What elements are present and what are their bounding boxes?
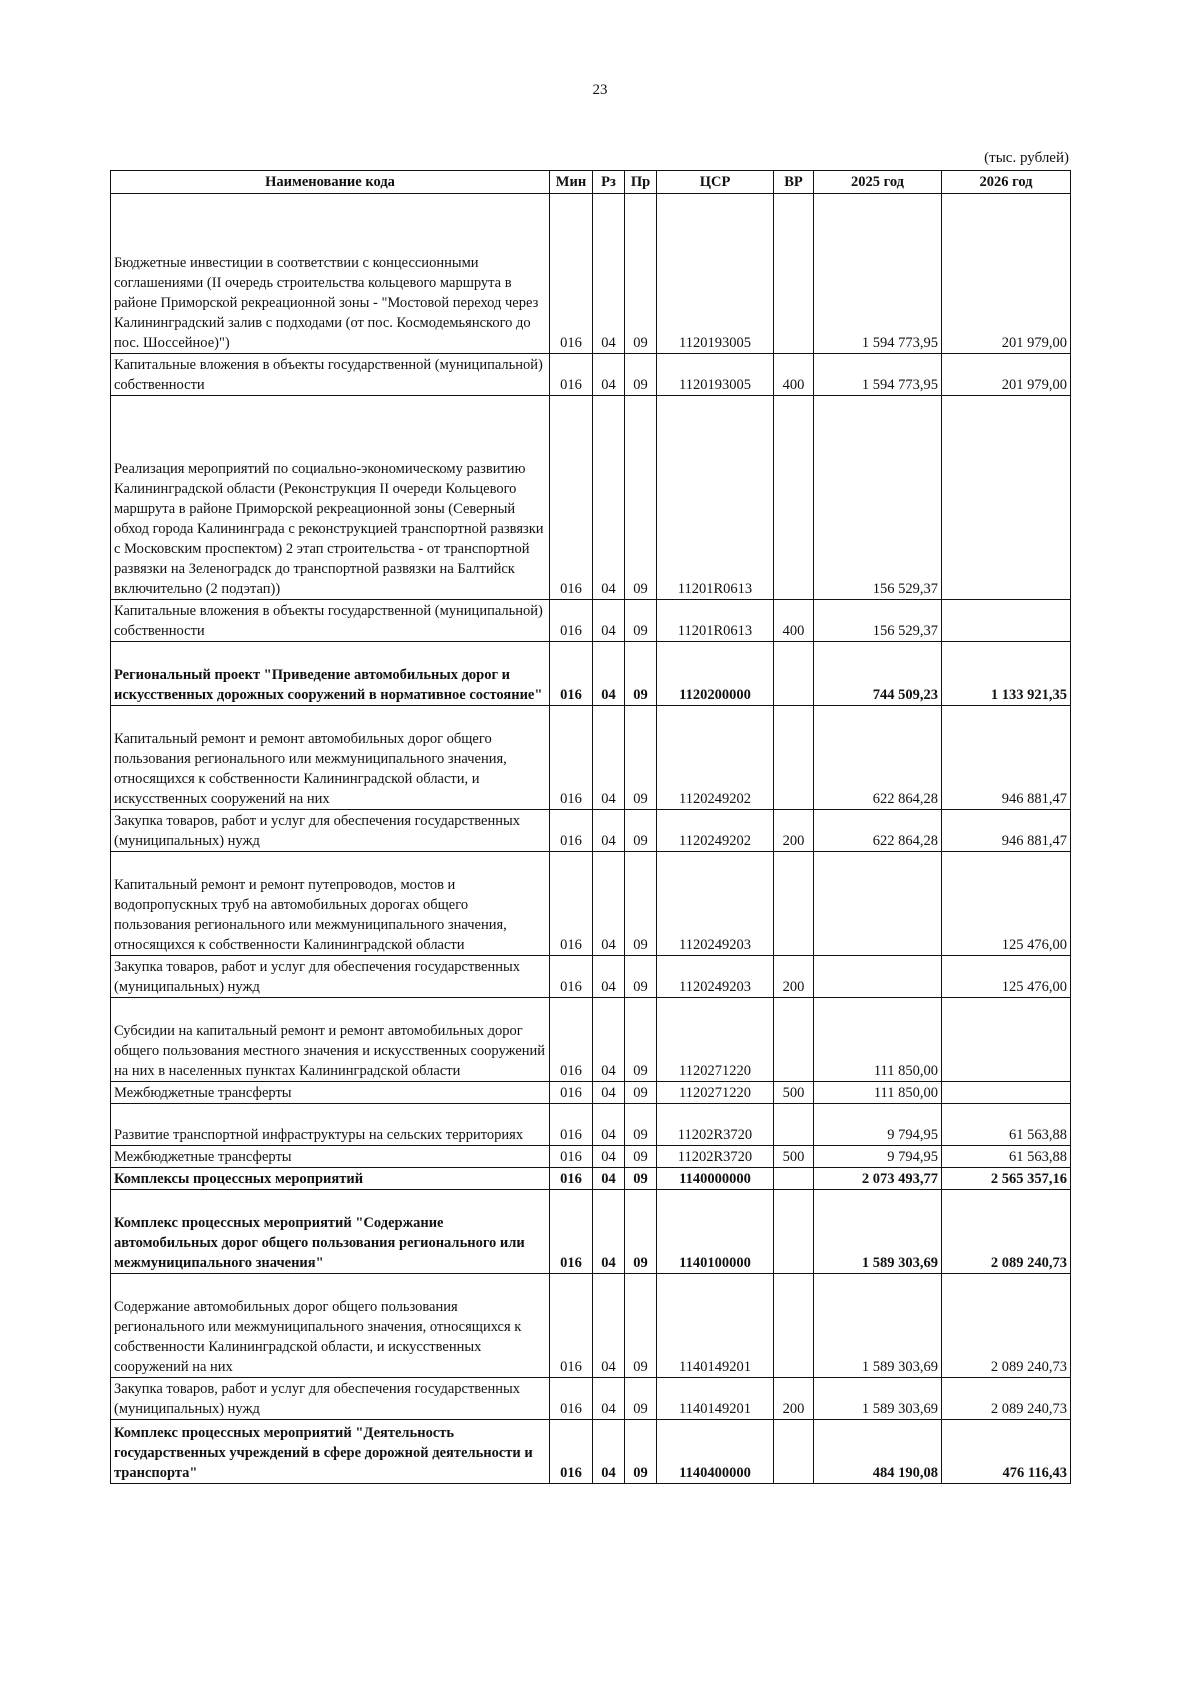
cell-rz: 04 — [593, 1082, 625, 1104]
cell-csr: 1120271220 — [657, 1082, 774, 1104]
cell-name: Развитие транспортной инфраструктуры на сельских территориях — [111, 1104, 550, 1146]
cell-2025: 1 589 303,69 — [814, 1190, 942, 1274]
table-row — [111, 600, 1071, 642]
cell-pr: 09 — [625, 354, 657, 396]
cell-name: Комплексы процессных мероприятий — [111, 1168, 550, 1190]
cell-2025: 622 864,28 — [814, 706, 942, 810]
cell-min: 016 — [550, 1274, 593, 1378]
cell-name: Капитальный ремонт и ремонт автомобильных дорог общего пользования регионального или межмуниципального значения, относящихся к собственности Калининградской области, и искусственных сооружений на них — [111, 706, 550, 810]
page-number: 23 — [592, 82, 608, 98]
cell-csr: 1120249202 — [657, 706, 774, 810]
cell-vr: 500 — [774, 1082, 814, 1104]
cell-2026 — [942, 600, 1071, 642]
cell-2026: 946 881,47 — [942, 810, 1071, 852]
cell-2026: 2 089 240,73 — [942, 1190, 1071, 1274]
table-row — [111, 354, 1071, 396]
table-row — [111, 1146, 1071, 1168]
cell-vr — [774, 1420, 814, 1484]
cell-name: Комплекс процессных мероприятий "Содержание автомобильных дорог общего пользования регионального или межмуниципального значения" — [111, 1190, 550, 1274]
cell-rz: 04 — [593, 1168, 625, 1190]
table-row — [111, 1168, 1071, 1190]
cell-2025: 744 509,23 — [814, 642, 942, 706]
cell-pr: 09 — [625, 1378, 657, 1420]
table-row — [111, 1190, 1071, 1274]
col-header-vr: ВР — [774, 171, 814, 194]
cell-pr: 09 — [625, 810, 657, 852]
cell-name: Закупка товаров, работ и услуг для обеспечения государственных (муниципальных) нужд — [111, 956, 550, 998]
table-row — [111, 1378, 1071, 1420]
cell-name: Капитальные вложения в объекты государственной (муниципальной) собственности — [111, 600, 550, 642]
cell-pr: 09 — [625, 642, 657, 706]
cell-vr: 400 — [774, 600, 814, 642]
cell-rz: 04 — [593, 852, 625, 956]
cell-pr: 09 — [625, 1082, 657, 1104]
table-row — [111, 642, 1071, 706]
cell-2025 — [814, 956, 942, 998]
cell-vr — [774, 852, 814, 956]
cell-pr: 09 — [625, 1274, 657, 1378]
cell-2025: 484 190,08 — [814, 1420, 942, 1484]
table-row — [111, 998, 1071, 1082]
cell-2026: 61 563,88 — [942, 1104, 1071, 1146]
cell-csr: 1120200000 — [657, 642, 774, 706]
cell-rz: 04 — [593, 956, 625, 998]
cell-rz: 04 — [593, 706, 625, 810]
cell-vr: 200 — [774, 810, 814, 852]
cell-pr: 09 — [625, 1104, 657, 1146]
table-row — [111, 396, 1071, 600]
cell-2026: 201 979,00 — [942, 354, 1071, 396]
cell-vr — [774, 1104, 814, 1146]
cell-rz: 04 — [593, 642, 625, 706]
cell-2025: 111 850,00 — [814, 998, 942, 1082]
cell-csr: 1140100000 — [657, 1190, 774, 1274]
cell-csr: 1120249203 — [657, 852, 774, 956]
cell-vr — [774, 1190, 814, 1274]
cell-rz: 04 — [593, 1146, 625, 1168]
cell-csr: 1120249203 — [657, 956, 774, 998]
cell-min: 016 — [550, 194, 593, 354]
cell-name: Закупка товаров, работ и услуг для обеспечения государственных (муниципальных) нужд — [111, 810, 550, 852]
col-header-name: Наименование кода — [111, 171, 550, 194]
cell-csr: 1120193005 — [657, 194, 774, 354]
cell-pr: 09 — [625, 600, 657, 642]
cell-vr: 500 — [774, 1146, 814, 1168]
cell-2026: 125 476,00 — [942, 852, 1071, 956]
budget-table — [110, 170, 1071, 1484]
cell-2026: 1 133 921,35 — [942, 642, 1071, 706]
cell-name: Закупка товаров, работ и услуг для обеспечения государственных (муниципальных) нужд — [111, 1378, 550, 1420]
cell-min: 016 — [550, 1378, 593, 1420]
cell-2026 — [942, 998, 1071, 1082]
cell-name: Межбюджетные трансферты — [111, 1146, 550, 1168]
cell-name: Содержание автомобильных дорог общего пользования регионального или межмуниципального значения, относящихся к собственности Калининградской области, и искусственных сооружений на них — [111, 1274, 550, 1378]
cell-pr: 09 — [625, 396, 657, 600]
cell-2026 — [942, 1082, 1071, 1104]
table-row — [111, 706, 1071, 810]
cell-min: 016 — [550, 1420, 593, 1484]
table-header-row — [111, 171, 1071, 194]
cell-min: 016 — [550, 998, 593, 1082]
cell-2025: 9 794,95 — [814, 1104, 942, 1146]
cell-min: 016 — [550, 600, 593, 642]
cell-vr — [774, 998, 814, 1082]
table-body — [111, 194, 1071, 1484]
cell-csr: 1140000000 — [657, 1168, 774, 1190]
cell-2026: 476 116,43 — [942, 1420, 1071, 1484]
cell-name: Капитальные вложения в объекты государственной (муниципальной) собственности — [111, 354, 550, 396]
table-row — [111, 810, 1071, 852]
cell-pr: 09 — [625, 1168, 657, 1190]
table-row — [111, 194, 1071, 354]
cell-vr — [774, 194, 814, 354]
cell-vr — [774, 706, 814, 810]
cell-name: Реализация мероприятий по социально-экономическому развитию Калининградской области (Реконструкция II очереди Кольцевого маршрута в районе Приморской рекреационной зоны (Северный обход города Калининграда с реконструкцией транспортной развязки с Московским проспектом) 2 этап строительства - от транспортной развязки на Зеленоградск до транспортной развязки на Балтийск включительно (2 подэтап)) — [111, 396, 550, 600]
cell-name: Комплекс процессных мероприятий "Деятельность государственных учреждений в сфере дорожной деятельности и транспорта" — [111, 1420, 550, 1484]
cell-rz: 04 — [593, 998, 625, 1082]
cell-rz: 04 — [593, 810, 625, 852]
cell-csr: 11202R3720 — [657, 1104, 774, 1146]
cell-2025: 2 073 493,77 — [814, 1168, 942, 1190]
cell-csr: 11201R0613 — [657, 396, 774, 600]
cell-rz: 04 — [593, 1378, 625, 1420]
cell-csr: 1140400000 — [657, 1420, 774, 1484]
table-row — [111, 1104, 1071, 1146]
cell-vr — [774, 642, 814, 706]
col-header-2026: 2026 год — [942, 171, 1071, 194]
cell-pr: 09 — [625, 956, 657, 998]
cell-pr: 09 — [625, 706, 657, 810]
cell-vr: 200 — [774, 1378, 814, 1420]
cell-2026 — [942, 396, 1071, 600]
cell-vr — [774, 396, 814, 600]
cell-min: 016 — [550, 1168, 593, 1190]
cell-rz: 04 — [593, 600, 625, 642]
cell-2026: 2 089 240,73 — [942, 1378, 1071, 1420]
cell-min: 016 — [550, 810, 593, 852]
cell-pr: 09 — [625, 1190, 657, 1274]
cell-min: 016 — [550, 956, 593, 998]
table-row — [111, 852, 1071, 956]
cell-pr: 09 — [625, 1420, 657, 1484]
cell-name: Региональный проект "Приведение автомобильных дорог и искусственных дорожных сооружений в нормативное состояние" — [111, 642, 550, 706]
cell-2025: 156 529,37 — [814, 600, 942, 642]
col-header-2025: 2025 год — [814, 171, 942, 194]
cell-2026: 946 881,47 — [942, 706, 1071, 810]
col-header-csr: ЦСР — [657, 171, 774, 194]
cell-rz: 04 — [593, 1104, 625, 1146]
cell-rz: 04 — [593, 396, 625, 600]
cell-rz: 04 — [593, 1420, 625, 1484]
cell-2025: 9 794,95 — [814, 1146, 942, 1168]
table-row — [111, 1082, 1071, 1104]
cell-csr: 1120193005 — [657, 354, 774, 396]
cell-min: 016 — [550, 1082, 593, 1104]
cell-csr: 11201R0613 — [657, 600, 774, 642]
cell-name: Капитальный ремонт и ремонт путепроводов, мостов и водопропускных труб на автомобильных дорогах общего пользования регионального или межмуниципального значения, относящихся к собственности Калининградской области — [111, 852, 550, 956]
cell-min: 016 — [550, 852, 593, 956]
col-header-rz: Рз — [593, 171, 625, 194]
cell-vr: 400 — [774, 354, 814, 396]
cell-rz: 04 — [593, 354, 625, 396]
cell-2025: 156 529,37 — [814, 396, 942, 600]
cell-2025: 1 589 303,69 — [814, 1378, 942, 1420]
col-header-pr: Пр — [625, 171, 657, 194]
cell-2025: 622 864,28 — [814, 810, 942, 852]
cell-pr: 09 — [625, 194, 657, 354]
cell-min: 016 — [550, 1104, 593, 1146]
cell-pr: 09 — [625, 998, 657, 1082]
table-row — [111, 956, 1071, 998]
cell-vr — [774, 1274, 814, 1378]
cell-csr: 1140149201 — [657, 1274, 774, 1378]
cell-csr: 1120271220 — [657, 998, 774, 1082]
table-row — [111, 1274, 1071, 1378]
cell-pr: 09 — [625, 852, 657, 956]
cell-min: 016 — [550, 354, 593, 396]
cell-min: 016 — [550, 396, 593, 600]
cell-rz: 04 — [593, 194, 625, 354]
cell-2026: 2 089 240,73 — [942, 1274, 1071, 1378]
cell-name: Бюджетные инвестиции в соответствии с концессионными соглашениями (II очередь строительства кольцевого маршрута в районе Приморской рекреационной зоны - "Мостовой переход через Калининградский залив с подходами (от пос. Космодемьянского до пос. Шоссейное)") — [111, 194, 550, 354]
cell-pr: 09 — [625, 1146, 657, 1168]
cell-rz: 04 — [593, 1190, 625, 1274]
cell-name: Субсидии на капитальный ремонт и ремонт автомобильных дорог общего пользования местного значения и искусственных сооружений на них в населенных пунктах Калининградской области — [111, 998, 550, 1082]
cell-name: Межбюджетные трансферты — [111, 1082, 550, 1104]
cell-min: 016 — [550, 1190, 593, 1274]
cell-2025 — [814, 852, 942, 956]
col-header-min: Мин — [550, 171, 593, 194]
cell-2026: 2 565 357,16 — [942, 1168, 1071, 1190]
cell-2026: 125 476,00 — [942, 956, 1071, 998]
cell-vr — [774, 1168, 814, 1190]
cell-2025: 1 594 773,95 — [814, 194, 942, 354]
cell-csr: 11202R3720 — [657, 1146, 774, 1168]
units-label: (тыс. рублей) — [984, 150, 1069, 166]
cell-vr: 200 — [774, 956, 814, 998]
cell-2026: 201 979,00 — [942, 194, 1071, 354]
cell-min: 016 — [550, 642, 593, 706]
cell-rz: 04 — [593, 1274, 625, 1378]
cell-2025: 111 850,00 — [814, 1082, 942, 1104]
cell-2026: 61 563,88 — [942, 1146, 1071, 1168]
cell-csr: 1140149201 — [657, 1378, 774, 1420]
cell-min: 016 — [550, 706, 593, 810]
table-row — [111, 1420, 1071, 1484]
cell-2025: 1 589 303,69 — [814, 1274, 942, 1378]
cell-min: 016 — [550, 1146, 593, 1168]
cell-csr: 1120249202 — [657, 810, 774, 852]
cell-2025: 1 594 773,95 — [814, 354, 942, 396]
